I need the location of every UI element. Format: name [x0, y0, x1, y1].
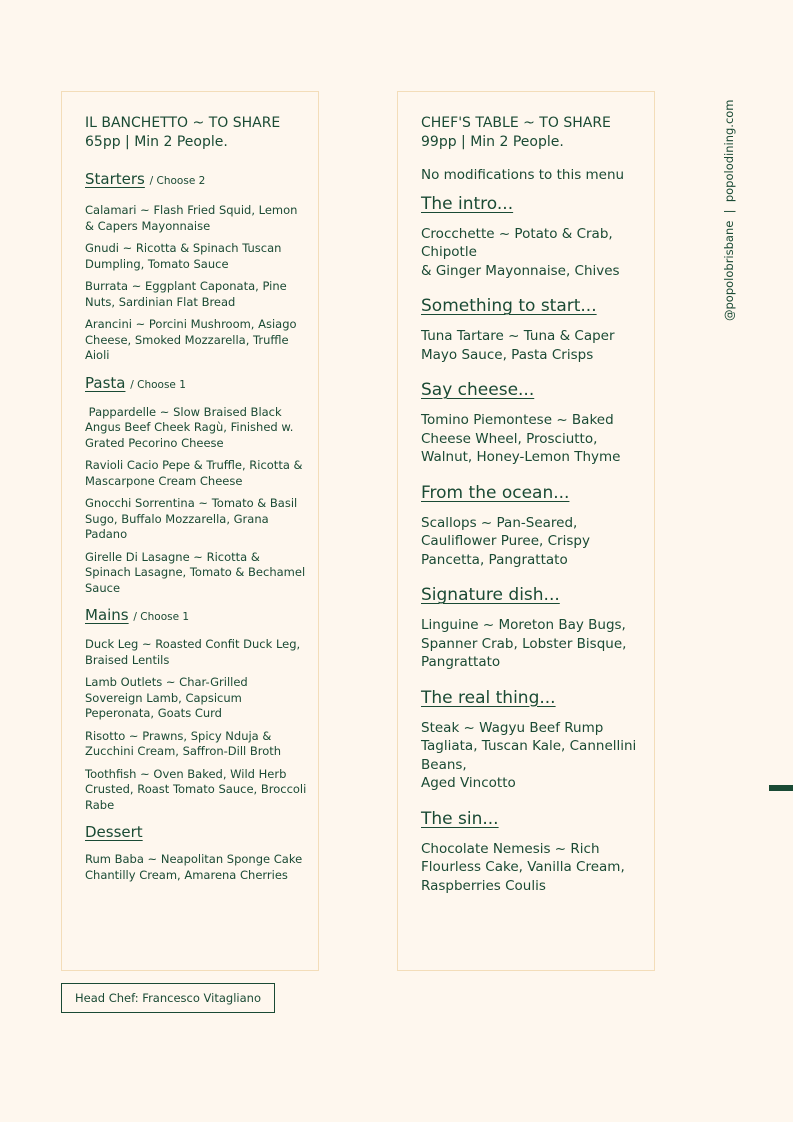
- course-name: From the ocean...: [421, 482, 570, 503]
- menu-title: IL BANCHETTO ~ TO SHARE: [85, 115, 281, 131]
- head-chef-label: Head Chef: Francesco Vitagliano: [61, 983, 275, 1013]
- course-name: The real thing...: [421, 687, 556, 708]
- menu-note: No modifications to this menu: [421, 167, 625, 183]
- course-item-line: & Ginger Mayonnaise, Chives: [421, 262, 620, 279]
- course-heading: [421, 482, 644, 504]
- course-item-line: Aged Vincotto: [421, 775, 516, 791]
- menu-item: Ravioli Cacio Pepe & Truffle, Ricotta & Mascarpone Cream Cheese: [85, 458, 303, 488]
- course-name: Signature dish...: [421, 585, 560, 605]
- il-banchetto-content: [85, 114, 308, 883]
- menu-item: Gnudi ~ Ricotta & Spinach Tuscan Dumpling, Tomato Sauce: [85, 241, 282, 271]
- choose-note: / Choose 1: [133, 611, 190, 623]
- choose-note: / Choose 1: [130, 378, 186, 391]
- course-item-line: Chocolate Nemesis ~ Rich Flourless Cake, Vanilla Cream, Raspberries Coulis: [421, 840, 625, 894]
- course-name: The intro...: [421, 193, 514, 214]
- section-name: Dessert: [85, 823, 143, 841]
- section-name: Starters: [85, 170, 145, 188]
- social-text: @popolobrisbane | popolodining.com: [722, 99, 736, 321]
- section-heading-mains: [85, 605, 308, 627]
- course-heading: [421, 687, 644, 709]
- course-heading: [421, 808, 644, 830]
- page-edge-marker: [769, 785, 793, 791]
- menu-item: Pappardelle ~ Slow Braised Black Angus Beef Cheek Ragù, Finished w. Grated Pecorino Cheese: [85, 404, 298, 450]
- course-item-line: Steak ~ Wagyu Beef Rump Tagliata, Tuscan Kale, Cannellini Beans,: [421, 719, 637, 773]
- menu-item: Rum Baba ~ Neapolitan Sponge Cake Chantilly Cream, Amarena Cherries: [85, 852, 303, 882]
- choose-note: / Choose 2: [149, 175, 206, 187]
- menu-item: Toothfish ~ Oven Baked, Wild Herb Crusted, Roast Tomato Sauce, Broccoli Rabe: [85, 766, 307, 812]
- course-item-line: Scallops ~ Pan-Seared, Cauliflower Puree, Crispy Pancetta, Pangrattato: [421, 514, 590, 568]
- section-name: Mains: [85, 606, 129, 624]
- social-handles: [722, 99, 737, 321]
- section-heading-pasta: [85, 373, 308, 395]
- section-name: Pasta: [85, 373, 126, 392]
- course-item-line: Tuna Tartare ~ Tuna & Caper Mayo Sauce, Pasta Crisps: [421, 328, 615, 363]
- menu-item: Lamb Outlets ~ Char-Grilled Sovereign Lamb, Capsicum Peperonata, Goats Curd: [85, 675, 248, 720]
- menu-item: Girelle Di Lasagne ~ Ricotta & Spinach Lasagne, Tomato & Bechamel Sauce: [85, 549, 306, 595]
- course-name: The sin...: [421, 808, 499, 829]
- course-name: Say cheese...: [421, 380, 535, 400]
- menu-price: 99pp | Min 2 People.: [421, 134, 564, 150]
- course-heading: [421, 295, 644, 317]
- menu-item: Duck Leg ~ Roasted Confit Duck Leg, Braised Lentils: [85, 637, 301, 667]
- menu-price: 65pp | Min 2 People.: [85, 134, 228, 150]
- menu-item: Burrata ~ Eggplant Caponata, Pine Nuts, Sardinian Flat Bread: [85, 279, 287, 309]
- menu-item: Calamari ~ Flash Fried Squid, Lemon & Capers Mayonnaise: [85, 203, 298, 233]
- menu-item: Risotto ~ Prawns, Spicy Nduja & Zucchini Cream, Saffron-Dill Broth: [85, 728, 282, 758]
- chefs-table-menu-panel: [397, 91, 655, 971]
- course-item-line: Tomino Piemontese ~ Baked Cheese Wheel, Prosciutto, Walnut, Honey-Lemon Thyme: [421, 412, 621, 465]
- il-banchetto-menu-panel: [61, 91, 319, 971]
- course-heading: [421, 379, 644, 401]
- course-heading: [421, 584, 644, 606]
- course-heading: [421, 193, 644, 215]
- menu-item: Gnocchi Sorrentina ~ Tomato & Basil Sugo, Buffalo Mozzarella, Grana Padano: [85, 496, 298, 541]
- chefs-table-content: [421, 114, 644, 895]
- course-name: Something to start...: [421, 296, 597, 316]
- section-heading-starters: [85, 169, 308, 191]
- course-item-line: Linguine ~ Moreton Bay Bugs, Spanner Crab, Lobster Bisque, Pangrattato: [421, 617, 627, 670]
- section-heading-dessert: [85, 822, 308, 842]
- menu-item: Arancini ~ Porcini Mushroom, Asiago Cheese, Smoked Mozzarella, Truffle Aioli: [85, 317, 297, 362]
- course-item-line: Crocchette ~ Potato & Crab, Chipotle: [421, 225, 613, 260]
- menu-title: CHEF'S TABLE ~ TO SHARE: [421, 115, 611, 131]
